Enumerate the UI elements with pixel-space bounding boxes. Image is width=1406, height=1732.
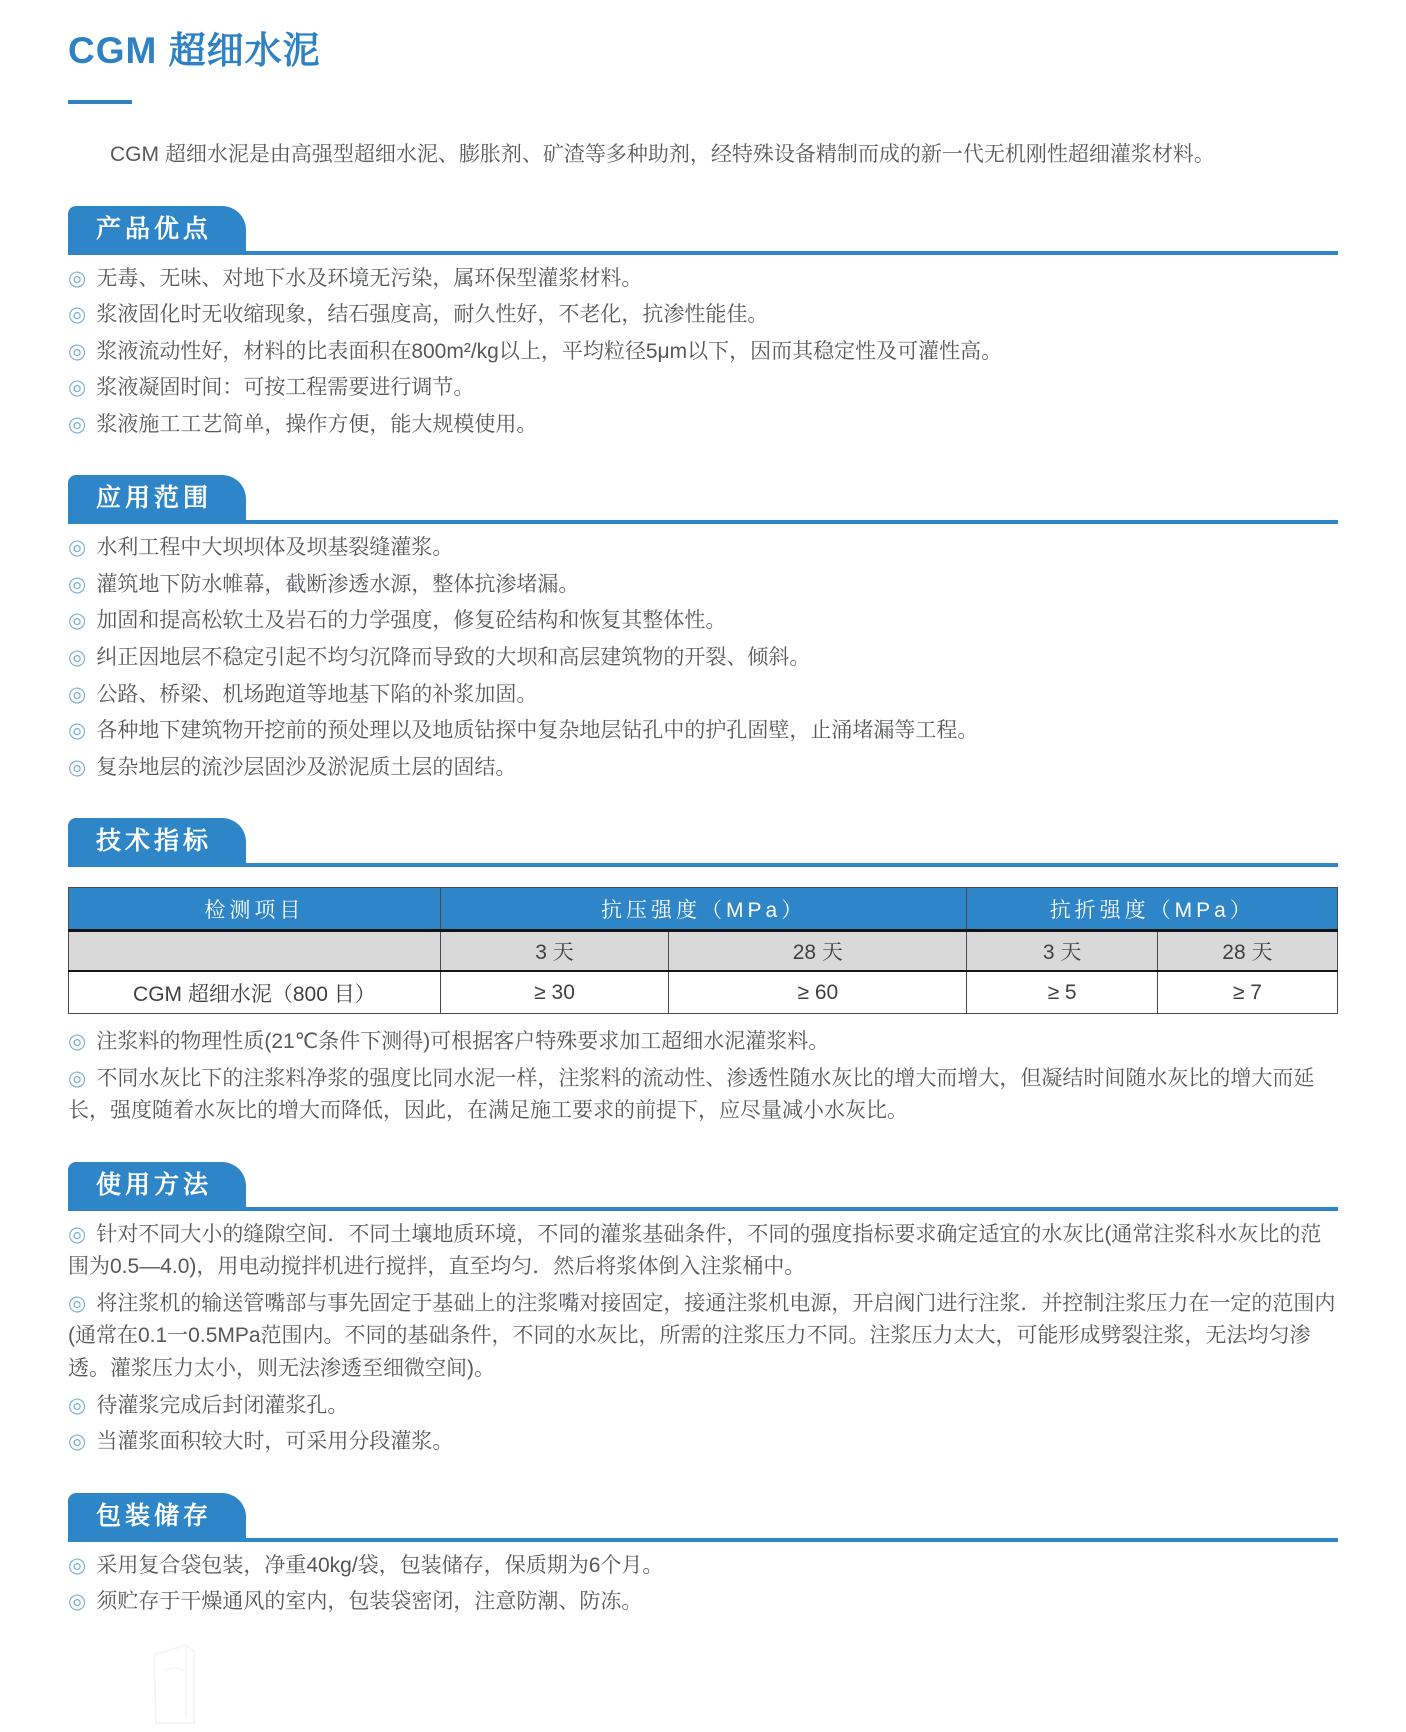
- bullet-icon: ◎: [68, 755, 87, 779]
- table-cell-value: ≥ 30: [440, 971, 668, 1014]
- list-item-text: 浆液施工工艺简单，操作方便，能大规模使用。: [96, 412, 538, 436]
- list-item: [68, 1550, 1338, 1583]
- list-item: [68, 1288, 1338, 1386]
- list-item-text: 不同水灰比下的注浆料净浆的强度比同水泥一样，注浆料的流动性、渗透性随水灰比的增大而增大，但凝结时间随水灰比的增大而延长，强度随着水灰比的增大而降低，因此，在满足施工要求的前提下，应尽量减小水灰比。: [68, 1066, 1315, 1123]
- section-advantages: [68, 206, 1338, 442]
- product-bag-watermark-image: [134, 1637, 1338, 1732]
- list-item-text: 注浆料的物理性质(21℃条件下测得)可根据客户特殊要求加工超细水泥灌浆料。: [96, 1030, 830, 1054]
- list-item-text: 水利工程中大坝坝体及坝基裂缝灌浆。: [96, 536, 454, 560]
- bullet-icon: ◎: [68, 1553, 87, 1577]
- table-subheader-3d: 3 天: [967, 931, 1157, 972]
- list-item-text: 浆液流动性好，材料的比表面积在800m²/kg以上，平均粒径5μm以下，因而其稳定性及可灌性高。: [96, 339, 1003, 363]
- table-subheader-28d: 28 天: [669, 931, 967, 972]
- list-item-text: 复杂地层的流沙层固沙及淤泥质土层的固结。: [96, 755, 517, 779]
- list-item-text: 各种地下建筑物开挖前的预处理以及地质钻探中复杂地层钻孔中的护孔固壁，止涌堵漏等工程。: [96, 719, 979, 743]
- table-cell-value: ≥ 7: [1157, 971, 1337, 1014]
- table-cell-empty: [69, 931, 441, 972]
- list-item: [68, 1026, 1338, 1059]
- list-item-text: 将注浆机的输送管嘴部与事先固定于基础上的注浆嘴对接固定，接通注浆机电源，开启阀门进行注浆．并控制注浆压力在一定的范围内(通常在0.1一0.5MPa范围内。不同的基础条件，不同的水灰比，所需的注浆压力不同。注浆压力太大，可能形成劈裂注浆，无法均匀渗透。灌浆压力太小，则无法渗透至细微空间)。: [68, 1291, 1336, 1380]
- list-item: [68, 569, 1338, 602]
- advantages-list: [68, 263, 1338, 442]
- list-item-text: 浆液凝固时间：可按工程需要进行调节。: [96, 376, 475, 400]
- section-header-bar: [68, 1493, 1338, 1542]
- list-item-text: 灌筑地下防水帷幕，截断渗透水源，整体抗渗堵漏。: [96, 572, 580, 596]
- section-heading-specs: 技术指标: [68, 818, 246, 863]
- section-heading-advantages: 产品优点: [68, 206, 246, 251]
- list-item-text: 采用复合袋包装，净重40kg/袋，包装储存，保质期为6个月。: [96, 1553, 664, 1577]
- section-header-bar: [68, 818, 1338, 867]
- list-item: [68, 752, 1338, 785]
- list-item-text: 当灌浆面积较大时，可采用分段灌浆。: [96, 1430, 454, 1454]
- list-item: [68, 336, 1338, 369]
- table-row: [69, 971, 1338, 1014]
- list-item-text: 针对不同大小的缝隙空间．不同土壤地质环境，不同的灌浆基础条件，不同的强度指标要求确定适宜的水灰比(通常注浆科水灰比的范围为0.5—4.0)，用电动搅拌机进行搅拌，直至均匀．然后将浆体倒入注浆桶中。: [68, 1222, 1322, 1279]
- table-header-flexural: 抗折强度（MPa）: [967, 888, 1338, 931]
- table-header-row: [69, 888, 1338, 931]
- bullet-icon: ◎: [68, 719, 87, 743]
- list-item: [68, 1063, 1338, 1128]
- list-item-text: 公路、桥梁、机场跑道等地基下陷的补浆加固。: [96, 682, 538, 706]
- list-item-text: 纠正因地层不稳定引起不均匀沉降而导致的大坝和高层建筑物的开裂、倾斜。: [96, 645, 811, 669]
- storage-list: [68, 1550, 1338, 1619]
- list-item-text: 无毒、无味、对地下水及环境无污染，属环保型灌浆材料。: [96, 266, 643, 290]
- bullet-icon: ◎: [68, 1393, 87, 1417]
- bullet-icon: ◎: [68, 682, 87, 706]
- bullet-icon: ◎: [68, 609, 87, 633]
- list-item: [68, 1586, 1338, 1619]
- table-header-compressive: 抗压强度（MPa）: [440, 888, 967, 931]
- table-subheader-28d: 28 天: [1157, 931, 1337, 972]
- table-header-item: 检测项目: [69, 888, 441, 931]
- table-cell-value: ≥ 60: [669, 971, 967, 1014]
- section-header-bar: [68, 1162, 1338, 1211]
- bullet-icon: ◎: [68, 412, 87, 436]
- section-heading-storage: 包装储存: [68, 1493, 246, 1538]
- section-usage: [68, 1162, 1338, 1459]
- bullet-icon: ◎: [68, 303, 87, 327]
- list-item: [68, 605, 1338, 638]
- list-item: [68, 715, 1338, 748]
- intro-paragraph: CGM 超细水泥是由高强型超细水泥、膨胀剂、矿渣等多种助剂，经特殊设备精制而成的新一代无机刚性超细灌浆材料。: [110, 143, 1215, 166]
- list-item-text: 须贮存于干燥通风的室内，包装袋密闭，注意防潮、防冻。: [96, 1590, 643, 1614]
- bullet-icon: ◎: [68, 536, 87, 560]
- list-item: [68, 1219, 1338, 1284]
- list-item: [68, 299, 1338, 332]
- section-header-bar: [68, 475, 1338, 524]
- section-specs: [68, 818, 1338, 1128]
- bullet-icon: ◎: [68, 1066, 87, 1090]
- list-item-text: 浆液固化时无收缩现象，结石强度高，耐久性好，不老化，抗渗性能佳。: [96, 303, 769, 327]
- list-item: [68, 263, 1338, 296]
- list-item: [68, 532, 1338, 565]
- list-item-text: 加固和提高松软土及岩石的力学强度，修复砼结构和恢复其整体性。: [96, 609, 727, 633]
- table-subheader-3d: 3 天: [440, 931, 668, 972]
- bullet-icon: ◎: [68, 1291, 87, 1315]
- list-item: [68, 1426, 1338, 1459]
- bullet-icon: ◎: [68, 645, 87, 669]
- section-header-bar: [68, 206, 1338, 255]
- list-item: [68, 409, 1338, 442]
- section-scope: [68, 475, 1338, 784]
- table-cell-product: CGM 超细水泥（800 目）: [69, 971, 441, 1014]
- bullet-icon: ◎: [68, 1222, 87, 1246]
- list-item: [68, 372, 1338, 405]
- bullet-icon: ◎: [68, 572, 87, 596]
- bullet-icon: ◎: [68, 1430, 87, 1454]
- list-item-text: 待灌浆完成后封闭灌浆孔。: [96, 1393, 349, 1417]
- bullet-icon: ◎: [68, 1030, 87, 1054]
- list-item: [68, 642, 1338, 675]
- bullet-icon: ◎: [68, 339, 87, 363]
- scope-list: [68, 532, 1338, 784]
- usage-list: [68, 1219, 1338, 1459]
- bullet-icon: ◎: [68, 376, 87, 400]
- specs-notes: [68, 1026, 1338, 1128]
- table-subheader-row: [69, 931, 1338, 972]
- table-cell-value: ≥ 5: [967, 971, 1157, 1014]
- list-item: [68, 679, 1338, 712]
- list-item: [68, 1390, 1338, 1423]
- page-title: CGM 超细水泥: [68, 30, 321, 71]
- section-heading-usage: 使用方法: [68, 1162, 246, 1207]
- spec-table: [68, 887, 1338, 1014]
- title-underline: [68, 100, 132, 104]
- section-heading-scope: 应用范围: [68, 475, 246, 520]
- bullet-icon: ◎: [68, 266, 87, 290]
- bullet-icon: ◎: [68, 1590, 87, 1614]
